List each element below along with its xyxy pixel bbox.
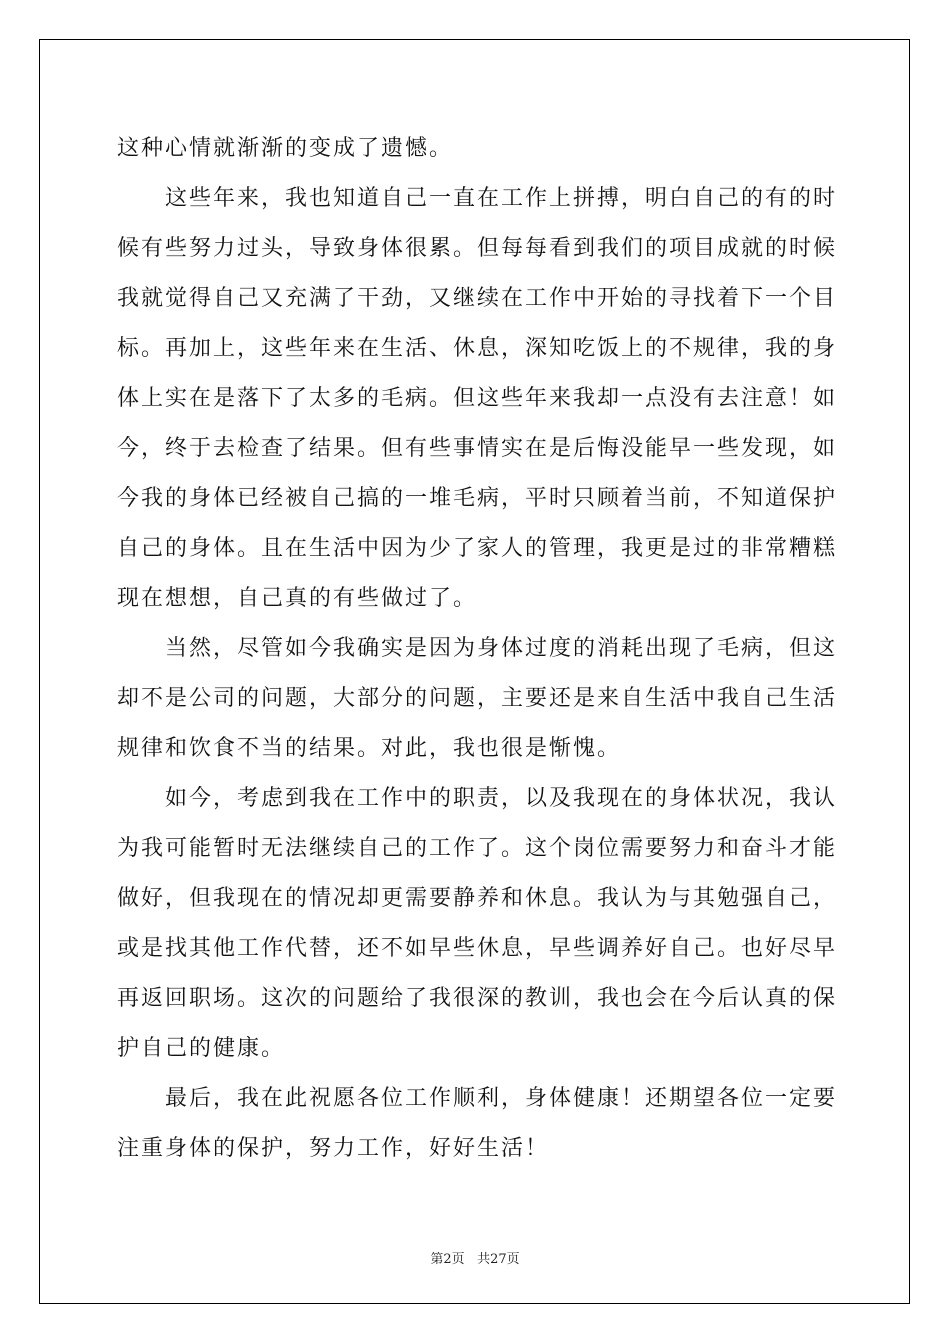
paragraph-5: 最后，我在此祝愿各位工作顺利，身体健康！还期望各位一定要注重身体的保护，努力工作，好好生活！ xyxy=(117,1086,838,1161)
document-body xyxy=(117,124,837,1174)
paragraph-4: 如今，考虑到我在工作中的职责，以及我现在的身体状况，我认为我可能暂时无法继续自己的工作了。这个岗位需要努力和奋斗才能做好，但我现在的情况却更需要静养和休息。我认为与其勉强自己，或是找其他工作代替，还不如早些休息，早些调养好自己。也好尽早再返回职场。这次的问题给了我很深的教训，我也会在今后认真的保护自己的健康。 xyxy=(117,786,838,1061)
paragraph-3: 当然，尽管如今我确实是因为身体过度的消耗出现了毛病，但这却不是公司的问题，大部分的问题，主要还是来自生活中我自己生活规律和饮食不当的结果。对此，我也很是惭愧。 xyxy=(117,636,838,761)
paragraph-2: 这些年来，我也知道自己一直在工作上拼搏，明白自己的有的时候有些努力过头，导致身体很累。但每每看到我们的项目成就的时候我就觉得自己又充满了干劲，又继续在工作中开始的寻找着下一个目标。再加上，这些年来在生活、休息，深知吃饭上的不规律，我的身体上实在是落下了太多的毛病。但这些年来我却一点没有去注意！如今，终于去检查了结果。但有些事情实在是后悔没能早一些发现，如今我的身体已经被自己搞的一堆毛病，平时只顾着当前，不知道保护自己的身体。且在生活中因为少了家人的管理，我更是过的非常糟糕现在想想，自己真的有些做过了。 xyxy=(117,186,838,611)
page-total: 共27页 xyxy=(477,1252,520,1267)
footer-spacer xyxy=(465,1252,477,1267)
page-footer xyxy=(0,1248,950,1267)
page-number: 第2页 xyxy=(430,1252,465,1267)
paragraph-1: 这种心情就渐渐的变成了遗憾。 xyxy=(117,136,454,161)
